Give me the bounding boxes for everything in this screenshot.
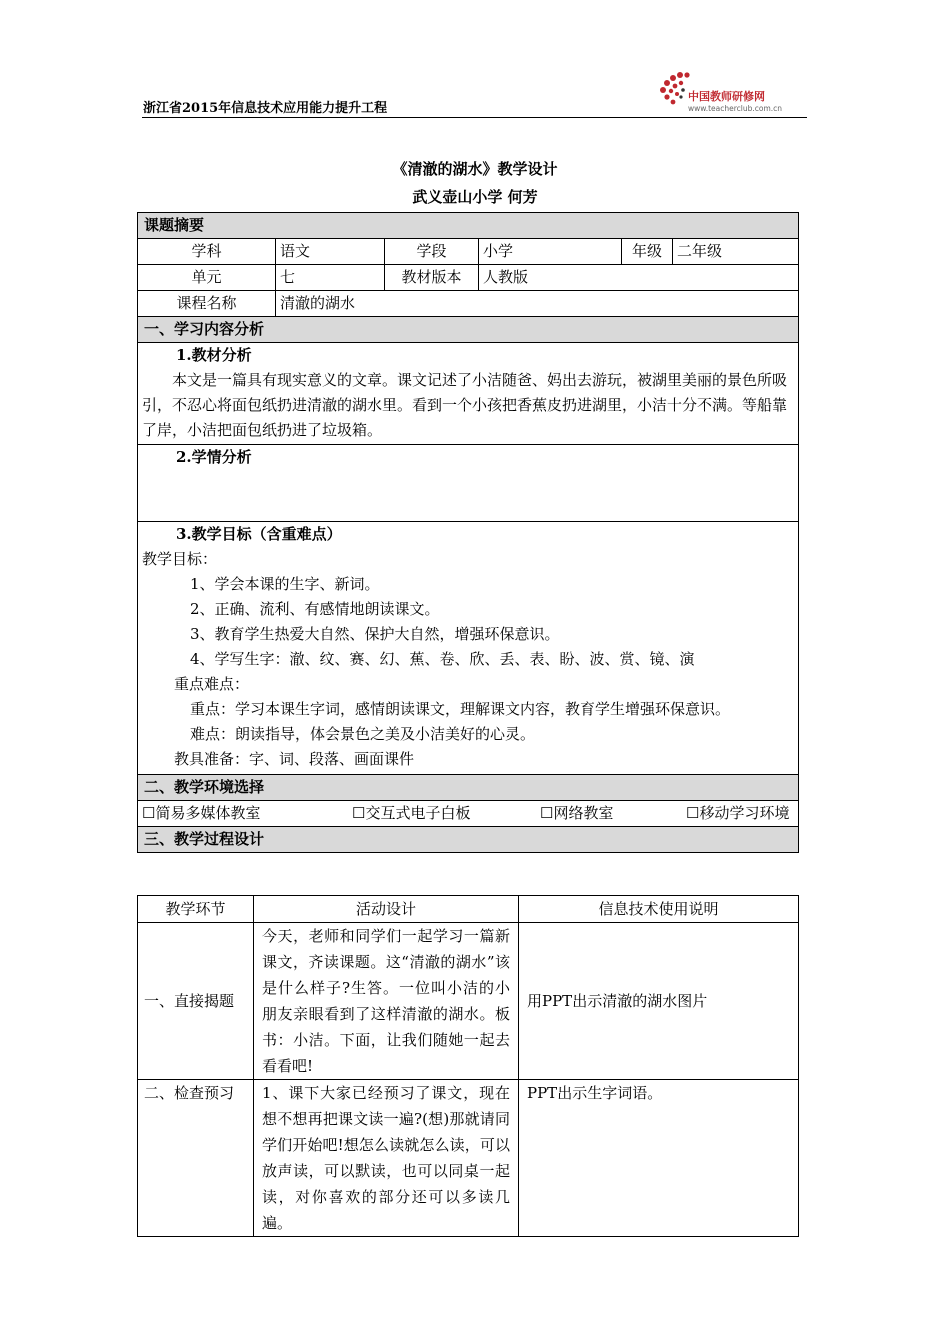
goals-title: 3.教学目标（含重难点） (176, 525, 342, 543)
option-mobile-learning[interactable]: ☐移动学习环境 (686, 804, 790, 822)
section-summary-heading: 课题摘要 (138, 213, 799, 239)
activity-cell: 1、课下大家已经预习了课文，现在想不想再把课文读一遍?(想)那就请同学们开始吧!想怎么读就怎么读，可以放声读，可以默读，也可以同桌一起读，对你喜欢的部分还可以多读几遍。 (254, 1080, 519, 1237)
material-title: 1.教材分析 (176, 346, 252, 364)
header-title: 浙江省2015年信息技术应用能力提升工程 (143, 101, 388, 116)
document-author: 武义壶山小学 何芳 (412, 188, 538, 206)
grade-label: 年级 (622, 239, 673, 265)
it-cell: 用PPT出示清澈的湖水图片 (519, 923, 799, 1080)
key-label: 重点难点： (174, 675, 250, 693)
subject-label: 学科 (138, 239, 276, 265)
environment-options (138, 801, 799, 827)
edition-value: 人教版 (479, 265, 799, 291)
section-analysis-heading: 一、学习内容分析 (138, 317, 799, 343)
document-title: 《清澈的湖水》教学设计 (392, 160, 558, 178)
learner-analysis-cell (138, 445, 799, 522)
stage-cell: 一、直接揭题 (138, 923, 254, 1080)
process-table (137, 895, 799, 1237)
material-analysis-cell (138, 343, 799, 445)
edition-label: 教材版本 (385, 265, 479, 291)
goal-item: 1、学会本课的生字、新词。 (190, 575, 380, 593)
difficulty: 难点：朗读指导，体会景色之美及小洁美好的心灵。 (190, 725, 536, 743)
stage-label: 学段 (385, 239, 479, 265)
logo-url: www.teacherclub.com.cn (688, 104, 783, 113)
section-process-heading: 三、教学过程设计 (138, 827, 799, 853)
col-stage-header: 教学环节 (138, 896, 254, 923)
section-environment-heading: 二、教学环境选择 (138, 775, 799, 801)
lesson-info-table (137, 212, 799, 853)
stage-value: 小学 (479, 239, 622, 265)
it-cell: PPT出示生字词语。 (519, 1080, 799, 1237)
learner-title: 2.学情分析 (176, 448, 252, 466)
course-value: 清澈的湖水 (276, 291, 799, 317)
option-network-room[interactable]: ☐网络教室 (540, 804, 614, 822)
unit-label: 单元 (138, 265, 276, 291)
goal-item: 4、学写生字：澈、纹、赛、幻、蕉、卷、欣、丢、表、盼、波、赏、镜、演 (190, 650, 695, 668)
goals-label: 教学目标： (142, 550, 218, 568)
col-activity-header: 活动设计 (254, 896, 519, 923)
option-whiteboard[interactable]: ☐交互式电子白板 (352, 804, 471, 822)
key-point: 重点：学习本课生字词，感情朗读课文，理解课文内容，教育学生增强环保意识。 (190, 700, 731, 718)
header-rule (142, 117, 807, 118)
table-row (138, 923, 799, 1080)
goal-item: 2、正确、流利、有感情地朗读课文。 (190, 600, 440, 618)
stage-cell: 二、检查预习 (138, 1080, 254, 1237)
goals-cell (138, 522, 799, 775)
subject-value: 语文 (276, 239, 385, 265)
table-row (138, 1080, 799, 1237)
unit-value: 七 (276, 265, 385, 291)
grade-value: 二年级 (673, 239, 799, 265)
material-text: 本文是一篇具有现实意义的文章。课文记述了小洁随爸、妈出去游玩，被湖里美丽的景色所吸引，不忍心将面包纸扔进清澈的湖水里。看到一个小孩把香蕉皮扔进湖里，小洁十分不满。等船靠了岸，小洁把面包纸扔进了垃圾箱。 (142, 371, 788, 439)
activity-cell: 今天，老师和同学们一起学习一篇新课文，齐读课题。这“清澈的湖水”该是什么样子?生答。一位叫小洁的小朋友亲眼看到了这样清澈的湖水。板书：小洁。下面，让我们随她一起去看看吧! (254, 923, 519, 1080)
option-multimedia-room[interactable]: ☐简易多媒体教室 (142, 804, 261, 822)
col-it-header: 信息技术使用说明 (519, 896, 799, 923)
tools: 教具准备：字、词、段落、画面课件 (174, 750, 415, 768)
goal-item: 3、教育学生热爱大自然、保护大自然，增强环保意识。 (190, 625, 560, 643)
logo-text: 中国教师研修网 (688, 90, 765, 103)
course-label: 课程名称 (138, 291, 276, 317)
